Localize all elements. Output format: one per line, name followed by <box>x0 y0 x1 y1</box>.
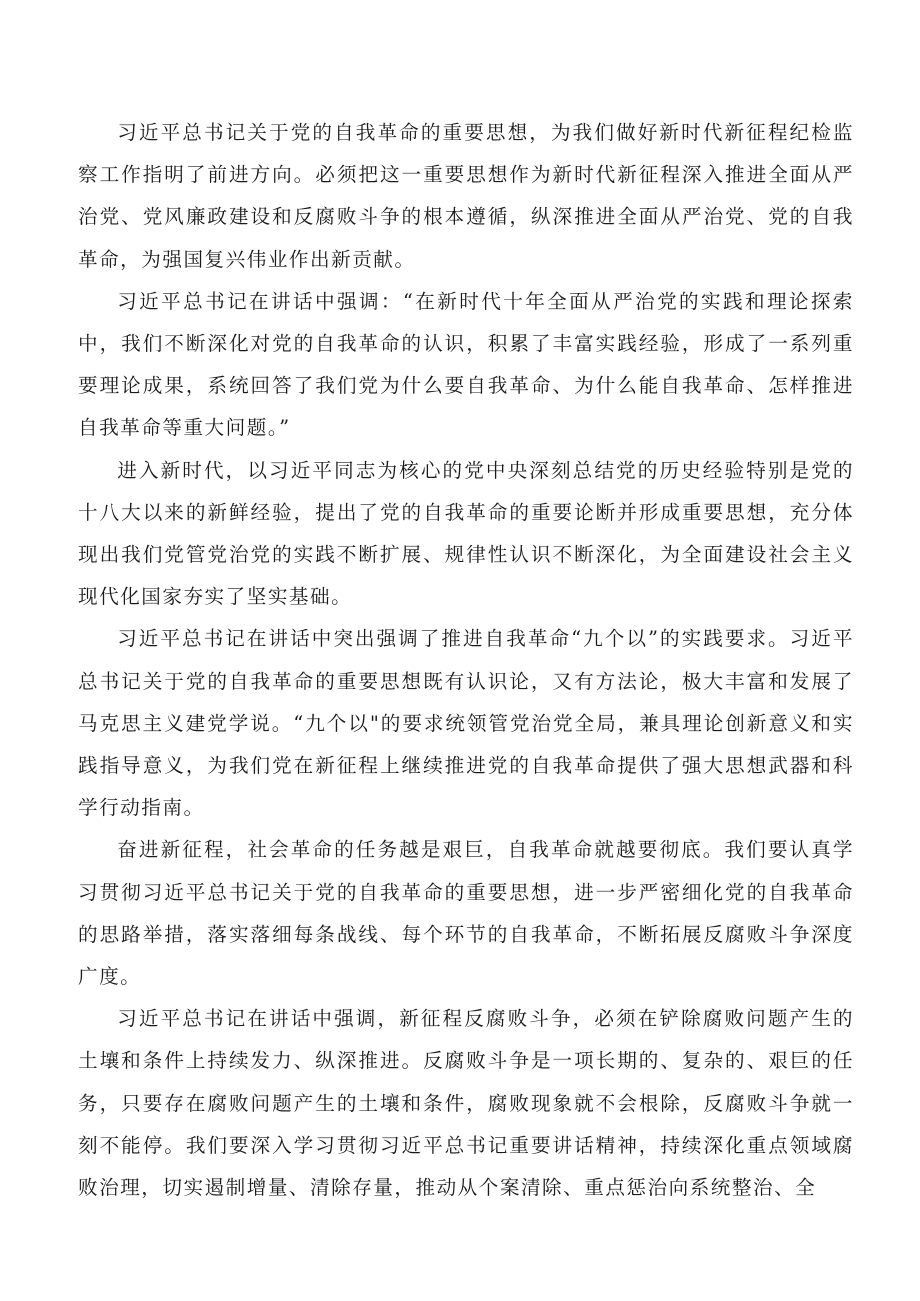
paragraph-2: 习近平总书记在讲话中强调：“在新时代十年全面从严治党的实践和理论探索中，我们不断深化对党的自我革命的认识，积累了丰富实践经验，形成了一系列重要理论成果，系统回答了我们党为什么要自我革命、为什么能自我革命、怎样推进自我革命等重大问题。” <box>78 289 854 440</box>
paragraph-4: 习近平总书记在讲话中突出强调了推进自我革命“九个以”的实践要求。习近平总书记关于党的自我革命的重要思想既有认识论，又有方法论，极大丰富和发展了马克思主义建党学说。“九个以"的要求统领管党治党全局，兼具理论创新意义和实践指导意义，为我们党在新征程上继续推进党的自我革命提供了强大思想武器和科学行动指南。 <box>78 627 854 820</box>
paragraph-3: 进入新时代，以习近平同志为核心的党中央深刻总结党的历史经验特别是党的十八大以来的新鲜经验，提出了党的自我革命的重要论断并形成重要思想，充分体现出我们党管党治党的实践不断扩展、规律性认识不断深化，为全面建设社会主义现代化国家夯实了坚实基础。 <box>78 458 854 609</box>
paragraph-1: 习近平总书记关于党的自我革命的重要思想，为我们做好新时代新征程纪检监察工作指明了前进方向。必须把这一重要思想作为新时代新征程深入推进全面从严治党、党风廉政建设和反腐败斗争的根本遵循，纵深推进全面从严治党、党的自我革命，为强国复兴伟业作出新贡献。 <box>78 121 854 271</box>
document-body <box>78 112 854 1209</box>
paragraph-5: 奋进新征程，社会革命的任务越是艰巨，自我革命就越要彻底。我们要认真学习贯彻习近平总书记关于党的自我革命的重要思想，进一步严密细化党的自我革命的思路举措，落实落细每条战线、每个环节的自我革命，不断拓展反腐败斗争深度广度。 <box>78 838 854 989</box>
paragraph-6: 习近平总书记在讲话中强调，新征程反腐败斗争，必须在铲除腐败问题产生的土壤和条件上持续发力、纵深推进。反腐败斗争是一项长期的、复杂的、艰巨的任务，只要存在腐败问题产生的土壤和条件，腐败现象就不会根除，反腐败斗争就一刻不能停。我们要深入学习贯彻习近平总书记重要讲话精神，持续深化重点领域腐败治理，切实遏制增量、清除存量，推动从个案清除、重点惩治向系统整治、全 <box>78 1007 854 1200</box>
